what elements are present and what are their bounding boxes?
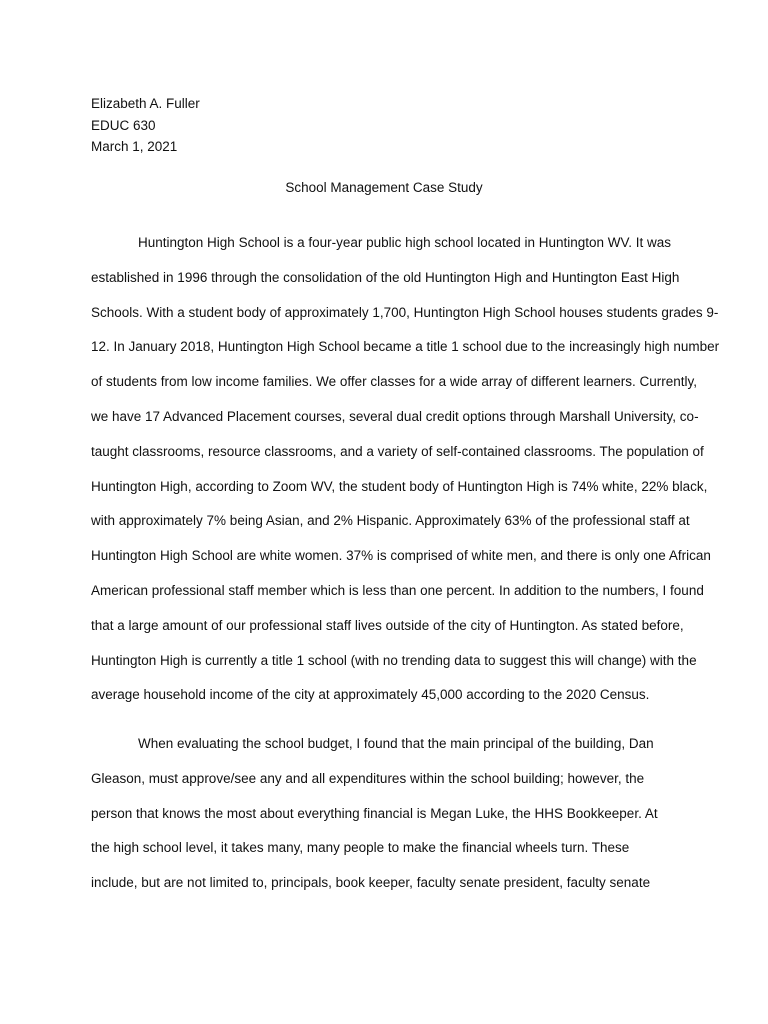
text-line: with approximately 7% being Asian, and 2% Hispanic. Approximately 63% of the professional staff at xyxy=(91,513,690,529)
text-line: established in 1996 through the consolidation of the old Huntington High and Huntington East High xyxy=(91,269,680,285)
paragraph-2 xyxy=(91,727,658,901)
text-line: of students from low income families. We offer classes for a wide array of different learners. Currently, xyxy=(91,374,697,390)
text-line: Huntington High is currently a title 1 school (with no trending data to suggest this will change) with the xyxy=(91,652,697,668)
text-line: taught classrooms, resource classrooms, and a variety of self-contained classrooms. The population of xyxy=(91,443,704,459)
text-line: we have 17 Advanced Placement courses, several dual credit options through Marshall University, co- xyxy=(91,408,699,424)
text-line: average household income of the city at approximately 45,000 according to the 2020 Census. xyxy=(91,687,650,703)
text-line: that a large amount of our professional staff lives outside of the city of Huntington. As stated before, xyxy=(91,617,684,633)
author-name: Elizabeth A. Fuller xyxy=(91,96,200,111)
course-code: EDUC 630 xyxy=(91,117,156,133)
text-line: American professional staff member which is less than one percent. In addition to the numbers, I found xyxy=(91,582,704,598)
text-line: the high school level, it takes many, many people to make the financial wheels turn. These xyxy=(91,840,630,856)
text-line: Huntington High School are white women. 37% is comprised of white men, and there is only one African xyxy=(91,548,711,564)
text-line: include, but are not limited to, principals, book keeper, faculty senate president, faculty senate xyxy=(91,875,651,891)
text-line: 12. In January 2018, Huntington High School became a title 1 school due to the increasingly high number xyxy=(91,339,720,355)
document-header xyxy=(91,93,200,158)
paragraph-1 xyxy=(91,226,719,713)
text-line: person that knows the most about everything financial is Megan Luke, the HHS Bookkeeper. At xyxy=(91,805,658,821)
text-line: Schools. With a student body of approximately 1,700, Huntington High School houses students grades 9- xyxy=(91,304,719,320)
text-line: When evaluating the school budget, I found that the main principal of the building, Dan xyxy=(138,736,654,751)
text-line: Huntington High, according to Zoom WV, the student body of Huntington High is 74% white, 22% black, xyxy=(91,478,708,494)
text-line: Huntington High School is a four-year public high school located in Huntington WV. It was xyxy=(138,235,672,250)
text-line: Gleason, must approve/see any and all expenditures within the school building; however, the xyxy=(91,770,645,786)
document-title: School Management Case Study xyxy=(285,180,483,195)
document-date: March 1, 2021 xyxy=(91,139,178,154)
